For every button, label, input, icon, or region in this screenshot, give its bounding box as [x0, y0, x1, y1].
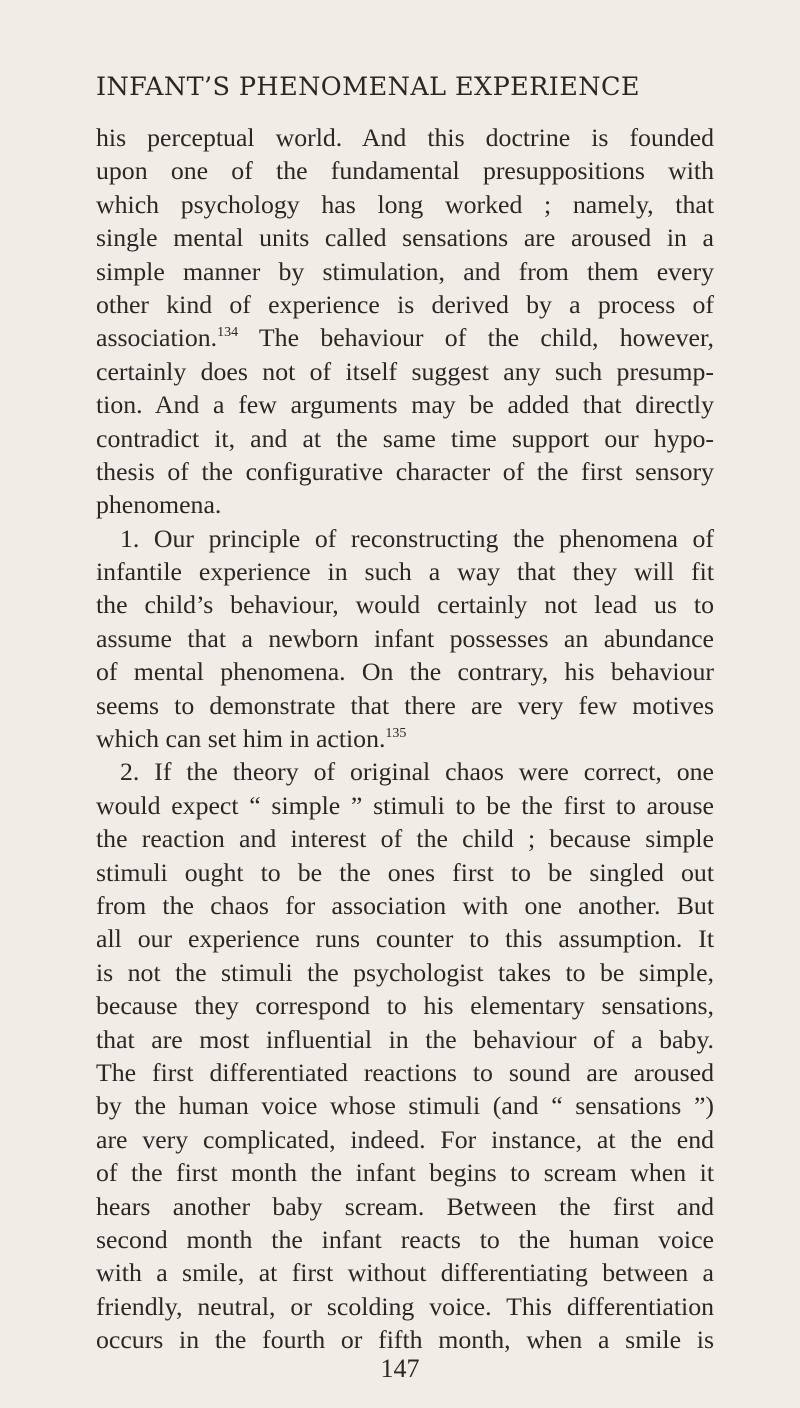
line-text: the reaction and interest of the child ; because simple	[96, 824, 714, 854]
text-line	[96, 588, 714, 621]
line-text: occurs in the fourth or fifth month, when a smile is	[96, 1325, 714, 1355]
line-text: second month the infant reacts to the human voice	[96, 1224, 714, 1254]
text-line	[96, 288, 714, 321]
text-line	[96, 856, 714, 889]
line-text: with a smile, at first without differentiating between a	[96, 1258, 714, 1288]
text-line	[96, 989, 714, 1022]
text-line	[96, 1290, 714, 1323]
text-line	[96, 455, 714, 488]
text-line	[96, 655, 714, 688]
page-number: 147	[380, 1354, 420, 1383]
line-text: of the first month the infant begins to scream when it	[96, 1158, 714, 1188]
text-line	[96, 154, 714, 187]
line-text: is not the stimuli the psychologist takes to be simple,	[96, 957, 714, 987]
text-line	[96, 1256, 714, 1289]
line-text: friendly, neutral, or scolding voice. This differentiation	[96, 1291, 714, 1321]
line-text: his perceptual world. And this doctrine is founded	[96, 123, 714, 152]
line-text: single mental units called sensations are aroused in a	[96, 223, 714, 253]
text-line	[96, 555, 714, 588]
body-text	[96, 121, 714, 1356]
text-line	[96, 789, 714, 822]
line-text: assume that a newborn infant possesses an abundance	[96, 623, 714, 653]
line-text: seems to demonstrate that there are very few motives	[96, 690, 714, 720]
line-text: 2. If the theory of original chaos were correct, one	[120, 757, 714, 787]
text-line	[96, 1223, 714, 1256]
line-text: upon one of the fundamental presuppositions with	[96, 156, 714, 186]
text-line	[96, 355, 714, 388]
line-text: all our experience runs counter to this assumption. It	[96, 924, 714, 954]
text-line	[96, 188, 714, 221]
text-line	[96, 1123, 714, 1156]
line-text: simple manner by stimulation, and from them every	[96, 256, 714, 286]
text-line	[96, 1323, 714, 1356]
text-line	[96, 622, 714, 655]
text-line	[96, 889, 714, 922]
text-line	[96, 956, 714, 989]
line-text: would expect “ simple ” stimuli to be the first to arouse	[96, 790, 714, 820]
text-line	[96, 1023, 714, 1056]
line-text: certainly does not of itself suggest any such presump-	[96, 356, 714, 386]
running-head: INFANT’S PHENOMENAL EXPERIENCE	[96, 72, 640, 102]
text-line	[96, 121, 714, 154]
line-text: the child’s behaviour, would certainly not lead us to	[96, 590, 714, 620]
line-text: which can set him in action.	[96, 724, 386, 754]
line-text-continued: The behaviour of the child, however,	[238, 323, 714, 353]
text-line	[96, 722, 714, 755]
line-text: tion. And a few arguments may be added that directly	[96, 390, 714, 420]
line-text: phenomena.	[96, 490, 222, 520]
text-line	[96, 755, 714, 788]
line-text: hears another baby scream. Between the first and	[96, 1191, 714, 1221]
line-text: from the chaos for association with one another. But	[96, 890, 714, 920]
line-text: contradict it, and at the same time support our hypo-	[96, 423, 714, 453]
line-text: 1. Our principle of reconstructing the phenomena of	[120, 523, 714, 553]
text-line	[96, 488, 714, 521]
line-text: that are most influential in the behaviour of a baby.	[96, 1024, 714, 1054]
line-text: of mental phenomena. On the contrary, his behaviour	[96, 657, 714, 687]
text-line	[96, 522, 714, 555]
text-line	[96, 689, 714, 722]
text-line	[96, 388, 714, 421]
text-line	[96, 1056, 714, 1089]
text-line	[96, 1156, 714, 1189]
footnote-reference: 135	[385, 726, 407, 742]
text-line	[96, 822, 714, 855]
line-text: by the human voice whose stimuli (and “ sensations ”)	[96, 1091, 714, 1121]
text-line	[96, 922, 714, 955]
line-text: The first differentiated reactions to sound are aroused	[96, 1057, 714, 1087]
text-line	[96, 255, 714, 288]
line-text: stimuli ought to be the ones first to be singled out	[96, 857, 714, 887]
text-line	[96, 221, 714, 254]
footnote-reference: 134	[217, 325, 239, 341]
text-line	[96, 321, 714, 354]
text-line	[96, 422, 714, 455]
line-text: association.	[96, 323, 218, 353]
text-line	[96, 1089, 714, 1122]
line-text: other kind of experience is derived by a process of	[96, 289, 714, 319]
line-text: because they correspond to his elementary sensations,	[96, 991, 714, 1021]
line-text: are very complicated, indeed. For instance, at the end	[96, 1124, 714, 1154]
line-text: infantile experience in such a way that they will fit	[96, 557, 714, 587]
line-text: thesis of the configurative character of the first sensory	[96, 456, 714, 486]
line-text: which psychology has long worked ; namely, that	[96, 189, 714, 219]
text-line	[96, 1190, 714, 1223]
